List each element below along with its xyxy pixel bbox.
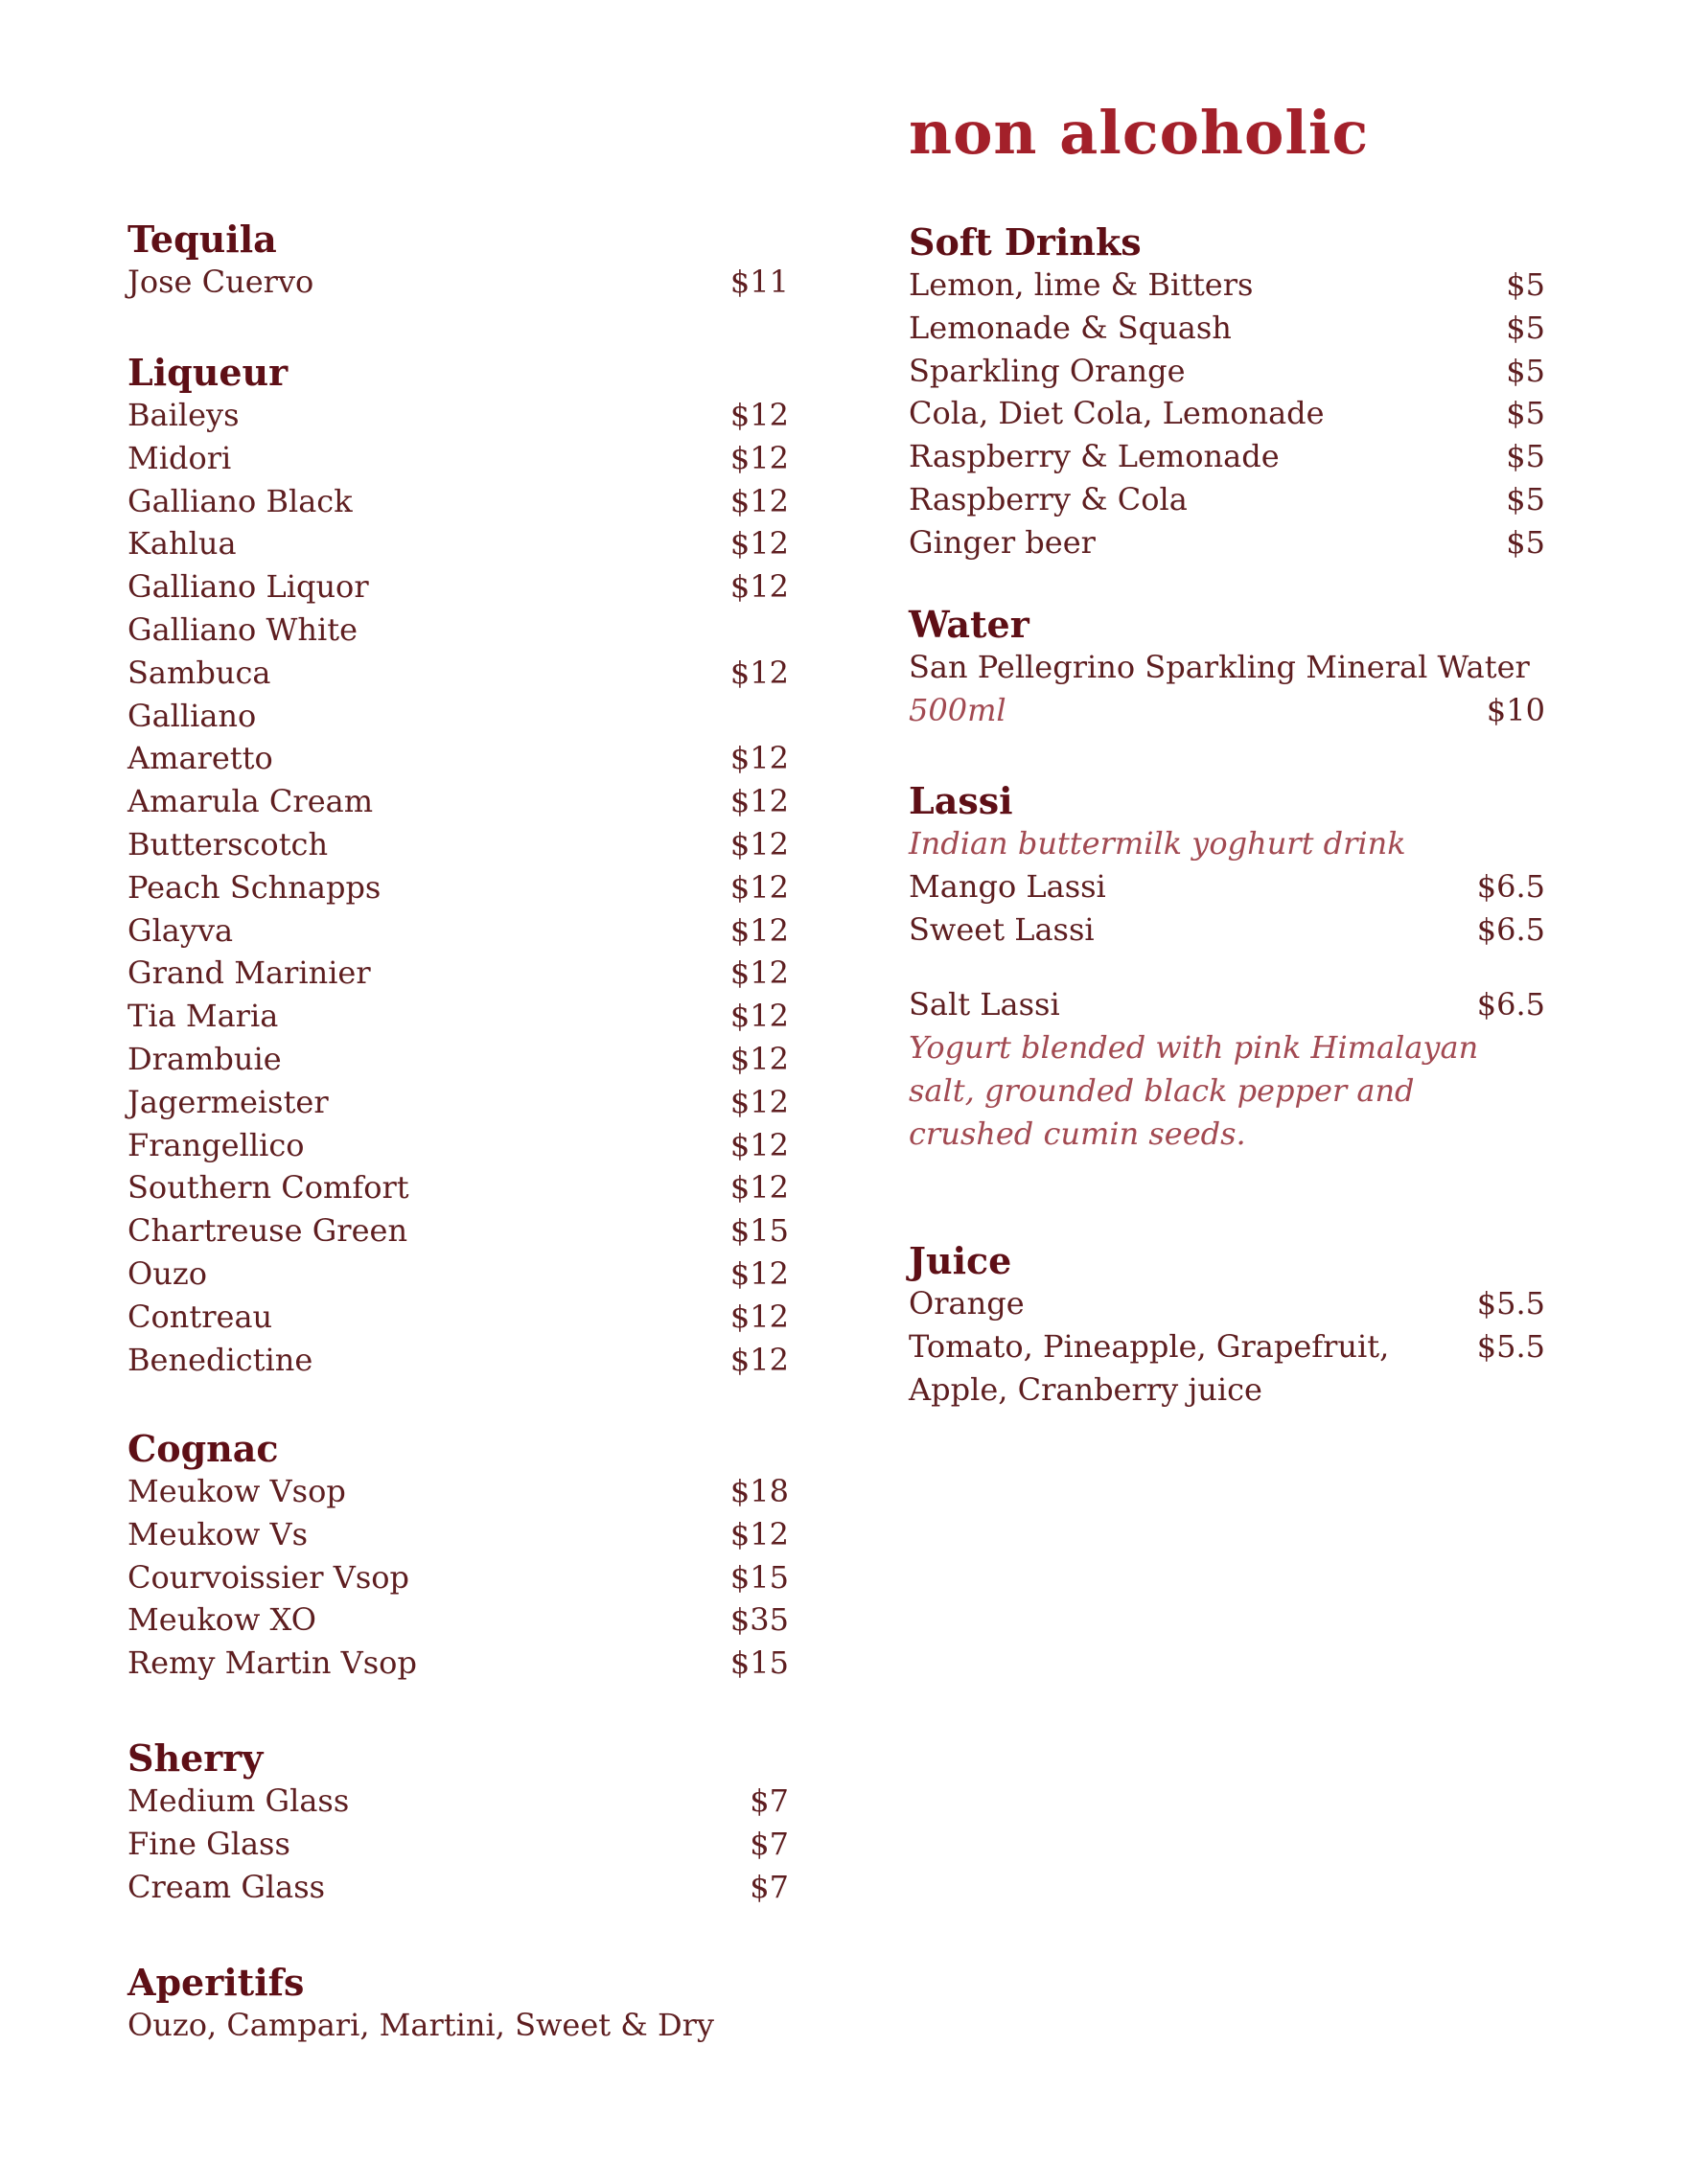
menu-item — [909, 478, 1545, 521]
item-name: Contreau — [127, 1298, 273, 1335]
menu-item — [127, 737, 789, 780]
item-price: $12 — [729, 397, 789, 433]
menu-item — [909, 908, 1545, 952]
menu-item — [127, 823, 789, 866]
menu-item — [127, 1166, 789, 1209]
item-name: Grand Marinier — [127, 954, 371, 992]
item-price: $35 — [729, 1601, 789, 1639]
item-name: Amarula Cream — [127, 783, 374, 820]
section-tequila — [127, 218, 789, 304]
section-heading: Water — [909, 603, 1029, 646]
menu-item — [127, 1556, 789, 1599]
item-name: Baileys — [127, 397, 240, 433]
menu-item — [909, 521, 1545, 564]
menu-item — [127, 1038, 789, 1081]
item-name: Amaretto — [127, 740, 273, 777]
section-cognac — [127, 1428, 789, 1685]
item-price: $5 — [1506, 352, 1545, 389]
item-price: $5 — [1506, 523, 1545, 561]
item-name: Meukow XO — [127, 1601, 316, 1639]
section-subtitle: Indian buttermilk yoghurt drink — [909, 825, 1406, 862]
item-name: Sweet Lassi — [909, 910, 1095, 948]
section-juice — [909, 1240, 1545, 1411]
item-name: Lemonade & Squash — [909, 309, 1232, 346]
section-heading: Lassi — [909, 779, 1013, 822]
item-name: Midori — [127, 439, 232, 476]
menu-item-size-row — [909, 689, 1545, 732]
menu-item — [127, 1081, 789, 1124]
item-price: $7 — [750, 1868, 789, 1905]
menu-item — [127, 909, 789, 953]
item-price: $12 — [729, 1254, 789, 1292]
item-name: Courvoissier Vsop — [127, 1558, 409, 1596]
item-price: $11 — [729, 264, 789, 300]
menu-item — [909, 646, 1545, 689]
item-price: $5 — [1506, 438, 1545, 475]
item-price: $5.5 — [1476, 1327, 1545, 1365]
section-heading: Sherry — [127, 1736, 264, 1780]
item-name: Salt Lassi — [909, 986, 1060, 1023]
item-price: $12 — [729, 1341, 789, 1378]
item-name: Southern Comfort — [127, 1169, 409, 1207]
item-price: $12 — [729, 783, 789, 820]
section-heading: Aperitifs — [127, 1961, 305, 2004]
item-price: $5.5 — [1476, 1285, 1545, 1322]
menu-item — [909, 1325, 1545, 1412]
item-price: $12 — [729, 825, 789, 862]
item-price: $12 — [729, 1515, 789, 1552]
item-price: $12 — [729, 525, 789, 563]
menu-item — [127, 1339, 789, 1382]
item-price: $12 — [729, 439, 789, 476]
section-liqueur — [127, 352, 789, 1381]
item-price: $7 — [750, 1825, 789, 1862]
item-name: Tomato, Pineapple, Grapefruit, Apple, Cranberry juice — [909, 1327, 1390, 1408]
item-price: $5 — [1506, 309, 1545, 346]
menu-item — [127, 652, 789, 695]
item-name: Raspberry & Lemonade — [909, 438, 1280, 475]
item-name: Drambuie — [127, 1040, 282, 1077]
item-name: Jagermeister — [127, 1083, 329, 1120]
menu-item — [127, 437, 789, 480]
item-price: $6.5 — [1476, 910, 1545, 948]
item-size: 500ml — [909, 691, 1006, 728]
item-name: Benedictine — [127, 1341, 313, 1378]
item-price: $15 — [729, 1212, 789, 1250]
menu-item — [127, 609, 789, 652]
item-price: $10 — [1486, 691, 1545, 728]
menu-item — [127, 1823, 789, 1866]
item-name: Cream Glass — [127, 1868, 326, 1905]
item-description: Yogurt blended with pink Himalayan salt, grounded black pepper and crushed cumin seeds. — [909, 1029, 1479, 1152]
item-price: $6.5 — [1476, 867, 1545, 905]
item-name: Orange — [909, 1285, 1025, 1322]
item-price: $18 — [729, 1473, 789, 1509]
item-name: Sparkling Orange — [909, 352, 1186, 389]
page-title: non alcoholic — [909, 98, 1370, 168]
item-name: Medium Glass — [127, 1782, 350, 1819]
item-price: $12 — [729, 482, 789, 519]
menu-item — [127, 1253, 789, 1296]
menu-item — [127, 1780, 789, 1823]
item-price: $5 — [1506, 395, 1545, 432]
item-name: Glayva — [127, 911, 234, 949]
menu-item — [127, 480, 789, 523]
item-price: $12 — [729, 911, 789, 949]
item-price: $6.5 — [1476, 986, 1545, 1023]
section-aperitifs — [127, 1962, 789, 2047]
item-price: $12 — [729, 1040, 789, 1077]
item-name: Kahlua — [127, 525, 237, 563]
item-name: Fine Glass — [127, 1825, 290, 1862]
section-heading: Cognac — [127, 1427, 279, 1470]
menu-item — [127, 952, 789, 995]
item-name: Butterscotch — [127, 825, 329, 862]
menu-item — [909, 307, 1545, 350]
menu-item — [127, 394, 789, 437]
menu-item — [127, 995, 789, 1038]
item-name: Meukow Vs — [127, 1515, 309, 1552]
item-name: Mango Lassi — [909, 867, 1106, 905]
item-name: Galliano Black — [127, 482, 353, 519]
item-price: $12 — [729, 1169, 789, 1207]
item-name: Lemon, lime & Bitters — [909, 266, 1254, 303]
menu-item — [909, 983, 1545, 1026]
item-name: Tia Maria — [127, 998, 279, 1035]
menu-item — [127, 695, 789, 738]
menu-item — [127, 1124, 789, 1167]
item-price: $5 — [1506, 266, 1545, 303]
item-name: San Pellegrino Sparkling Mineral Water — [909, 649, 1530, 685]
menu-item — [909, 392, 1545, 435]
menu-item — [127, 522, 789, 565]
item-price: $15 — [729, 1644, 789, 1682]
menu-item — [127, 1866, 789, 1909]
item-name: Jose Cuervo — [127, 264, 314, 300]
item-name: Ouzo — [127, 1254, 207, 1292]
item-name: Peach Schnapps — [127, 868, 382, 906]
menu-item — [127, 780, 789, 823]
section-heading: Liqueur — [127, 351, 289, 394]
item-price: $15 — [729, 1558, 789, 1596]
menu-item — [127, 2004, 789, 2047]
section-heading: Tequila — [127, 218, 277, 261]
section-heading: Soft Drinks — [909, 220, 1142, 264]
item-price: $12 — [729, 998, 789, 1035]
item-name: Galliano — [127, 697, 257, 734]
item-price: $12 — [729, 1298, 789, 1335]
item-name: Cola, Diet Cola, Lemonade — [909, 395, 1325, 432]
menu-item — [909, 435, 1545, 478]
section-lassi — [909, 780, 1545, 1156]
item-name: Ouzo, Campari, Martini, Sweet & Dry — [127, 2007, 714, 2043]
section-sherry — [127, 1737, 789, 1908]
menu-item — [127, 1296, 789, 1339]
section-heading: Juice — [909, 1239, 1012, 1282]
item-name: Chartreuse Green — [127, 1212, 408, 1250]
menu-item — [909, 264, 1545, 307]
item-name: Meukow Vsop — [127, 1473, 346, 1509]
item-name: Galliano White — [127, 610, 358, 648]
item-price: $12 — [729, 654, 789, 691]
item-name: Raspberry & Cola — [909, 480, 1188, 517]
item-name: Frangellico — [127, 1126, 305, 1163]
item-price: $7 — [750, 1782, 789, 1819]
menu-item — [909, 350, 1545, 393]
item-price: $12 — [729, 954, 789, 992]
section-water — [909, 604, 1545, 732]
section-soft-drinks — [909, 221, 1545, 564]
item-price: $12 — [729, 868, 789, 906]
menu-item — [127, 1209, 789, 1253]
menu-item — [909, 1282, 1545, 1325]
item-name: Galliano Liquor — [127, 568, 369, 606]
item-price: $12 — [729, 1083, 789, 1120]
menu-item — [127, 261, 789, 304]
menu-item — [127, 1470, 789, 1513]
menu-item — [127, 1513, 789, 1556]
item-price: $12 — [729, 740, 789, 777]
menu-item — [127, 866, 789, 909]
item-name: Sambuca — [127, 654, 271, 691]
menu-item — [127, 1642, 789, 1685]
item-price: $12 — [729, 568, 789, 606]
item-name: Ginger beer — [909, 523, 1096, 561]
item-price: $5 — [1506, 480, 1545, 517]
item-name: Remy Martin Vsop — [127, 1644, 417, 1682]
menu-item — [127, 1598, 789, 1642]
menu-item — [127, 565, 789, 609]
item-price: $12 — [729, 1126, 789, 1163]
menu-item — [909, 865, 1545, 908]
